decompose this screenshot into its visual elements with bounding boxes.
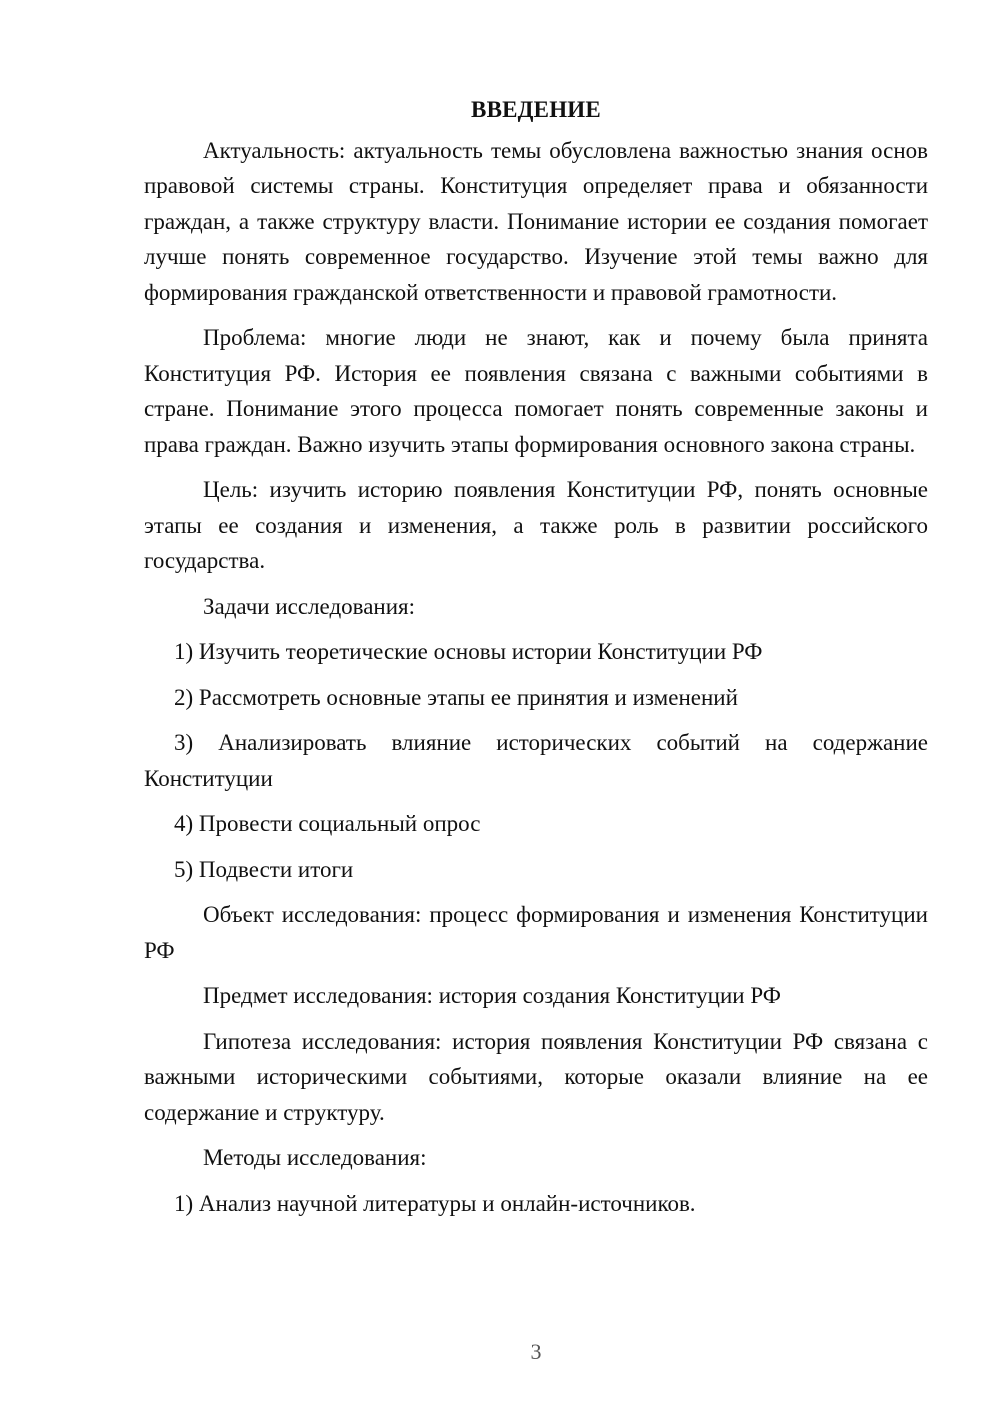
relevance-paragraph: Актуальность: актуальность темы обусловлена важностью знания основ правовой системы страны. Конституция определяет права и обязанности граждан, а также структуру власти. Понимание истории ее создания помогает лучше понять современное государство. Изучение этой темы важно для формирования гражданской ответственности и правовой грамотности. (144, 137, 928, 305)
hypothesis-paragraph: Гипотеза исследования: история появления Конституции РФ связана с важными историческими событиями, которые оказали влияние на ее содержание и структуру. (144, 1028, 928, 1125)
goal-paragraph: Цель: изучить историю появления Конституции РФ, понять основные этапы ее создания и изменения, а также роль в развитии российского государства. (144, 477, 928, 573)
page-content (144, 92, 928, 1231)
task-item-4: 4) Провести социальный опрос (174, 811, 481, 836)
subject-paragraph: Предмет исследования: история создания Конституции РФ (203, 983, 781, 1008)
problem-paragraph: Проблема: многие люди не знают, как и почему была принята Конституция РФ. История ее появления связана с важными событиями в стране. Понимание этого процесса помогает понять современные законы и права граждан. Важно изучить этапы формирования основного закона страны. (144, 325, 928, 457)
methods-heading: Методы исследования: (203, 1145, 427, 1170)
page-number: 3 (530, 1339, 542, 1364)
task-item-3: 3) Анализировать влияние исторических событий на содержание Конституции (144, 730, 928, 791)
tasks-heading: Задачи исследования: (203, 593, 416, 619)
object-paragraph: Объект исследования: процесс формирования и изменения Конституции РФ (144, 902, 928, 963)
task-item-2: 2) Рассмотреть основные этапы ее принятия и изменений (174, 684, 738, 710)
task-item-5: 5) Подвести итоги (174, 856, 354, 882)
page-title: ВВЕДЕНИЕ (471, 97, 601, 122)
task-item-1: 1) Изучить теоретические основы истории Конституции РФ (174, 639, 763, 664)
method-item-1: 1) Анализ научной литературы и онлайн-источников. (174, 1190, 696, 1216)
